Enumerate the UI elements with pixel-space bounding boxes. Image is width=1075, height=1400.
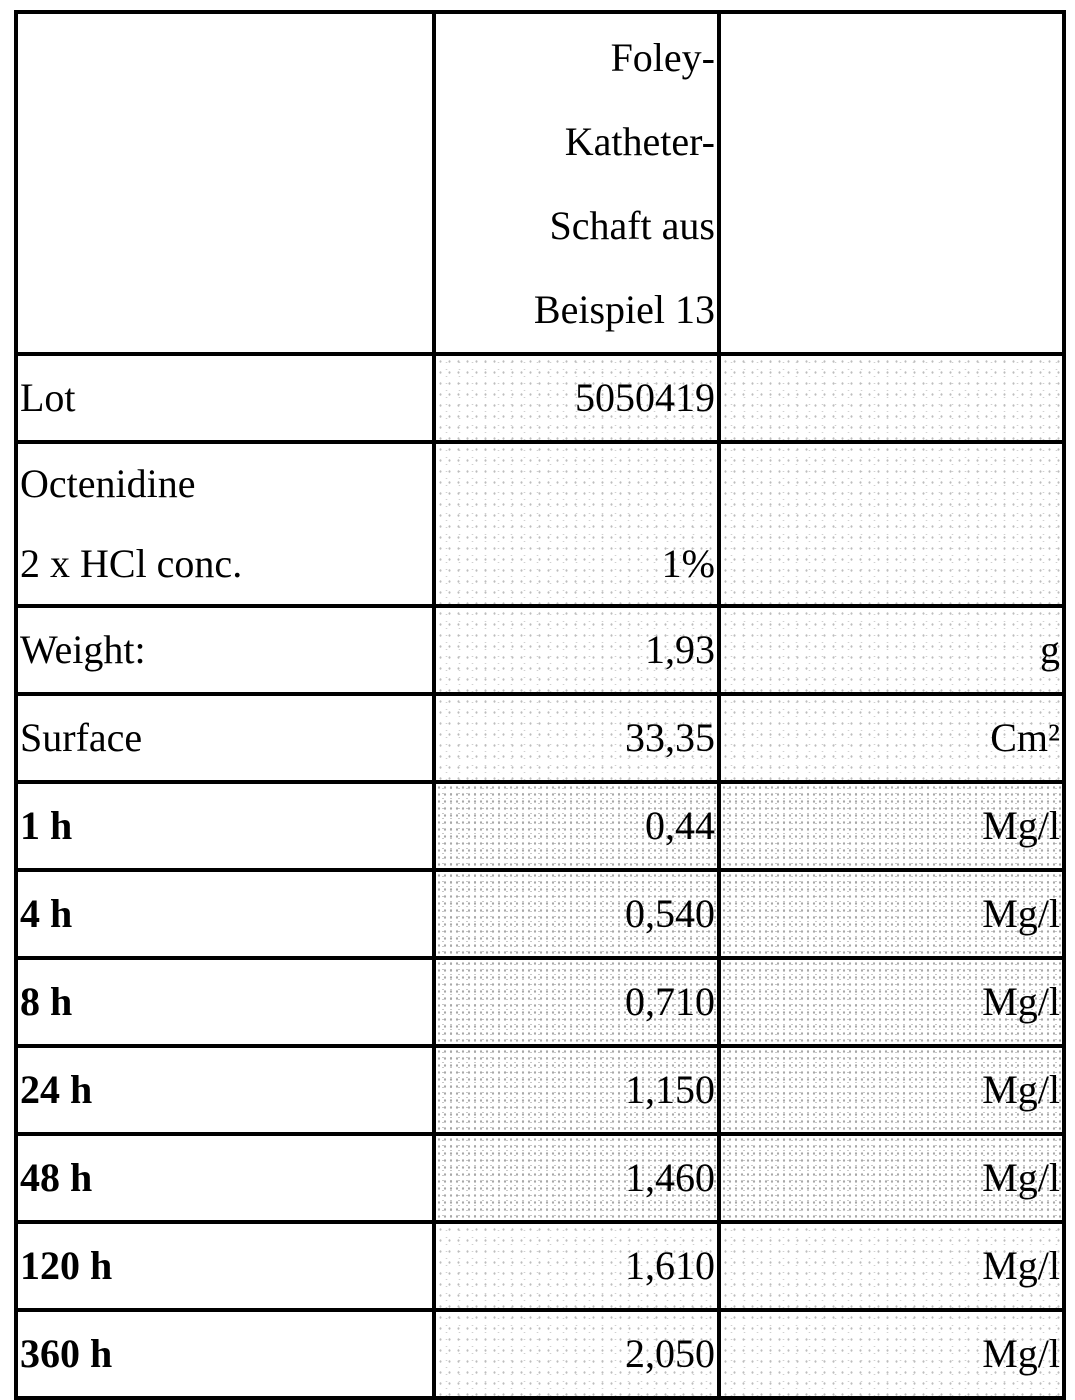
row-value: 2,050	[434, 1310, 719, 1398]
row-label: 8 h	[16, 958, 434, 1046]
row-unit: Mg/l	[719, 782, 1064, 870]
header-line: Schaft aus	[549, 203, 715, 248]
row-label: 4 h	[16, 870, 434, 958]
row-value: 1%	[434, 442, 719, 606]
table-row-octenidine	[16, 442, 1064, 606]
row-value: 1,150	[434, 1046, 719, 1134]
header-sample-cell	[434, 12, 719, 354]
row-label-line: Octenidine	[20, 461, 196, 506]
header-unit-cell	[719, 12, 1064, 354]
table-row-48h	[16, 1134, 1064, 1222]
row-unit: Mg/l	[719, 1046, 1064, 1134]
row-value: 0,710	[434, 958, 719, 1046]
row-label-line: 2 x HCl conc.	[20, 541, 243, 586]
row-label: Lot	[16, 354, 434, 442]
row-unit: Mg/l	[719, 1134, 1064, 1222]
header-empty-cell	[16, 12, 434, 354]
row-label: 360 h	[16, 1310, 434, 1398]
row-unit	[719, 442, 1064, 606]
row-value: 0,44	[434, 782, 719, 870]
row-value: 33,35	[434, 694, 719, 782]
table-header-row	[16, 12, 1064, 354]
row-label: 48 h	[16, 1134, 434, 1222]
row-label: Surface	[16, 694, 434, 782]
table-row-surface	[16, 694, 1064, 782]
row-value: 1,610	[434, 1222, 719, 1310]
row-unit: Mg/l	[719, 1310, 1064, 1398]
header-line: Foley-	[610, 35, 715, 80]
row-value: 5050419	[434, 354, 719, 442]
row-unit: Mg/l	[719, 958, 1064, 1046]
table-row-1h	[16, 782, 1064, 870]
table-row-8h	[16, 958, 1064, 1046]
table-row-24h	[16, 1046, 1064, 1134]
table-row-120h	[16, 1222, 1064, 1310]
row-label: 24 h	[16, 1046, 434, 1134]
row-value: 1,460	[434, 1134, 719, 1222]
header-line: Beispiel 13	[533, 287, 715, 332]
row-unit: Mg/l	[719, 1222, 1064, 1310]
release-data-table	[14, 10, 1066, 1400]
row-label: Weight:	[16, 606, 434, 694]
table-row-weight	[16, 606, 1064, 694]
table-row-lot	[16, 354, 1064, 442]
row-label	[16, 442, 434, 606]
header-line: Katheter-	[564, 119, 715, 164]
row-unit: Mg/l	[719, 870, 1064, 958]
table-row-4h	[16, 870, 1064, 958]
row-value: 0,540	[434, 870, 719, 958]
row-value: 1,93	[434, 606, 719, 694]
table-row-360h	[16, 1310, 1064, 1398]
row-label: 120 h	[16, 1222, 434, 1310]
row-unit	[719, 354, 1064, 442]
row-label: 1 h	[16, 782, 434, 870]
row-unit: Cm²	[719, 694, 1064, 782]
row-unit: g	[719, 606, 1064, 694]
